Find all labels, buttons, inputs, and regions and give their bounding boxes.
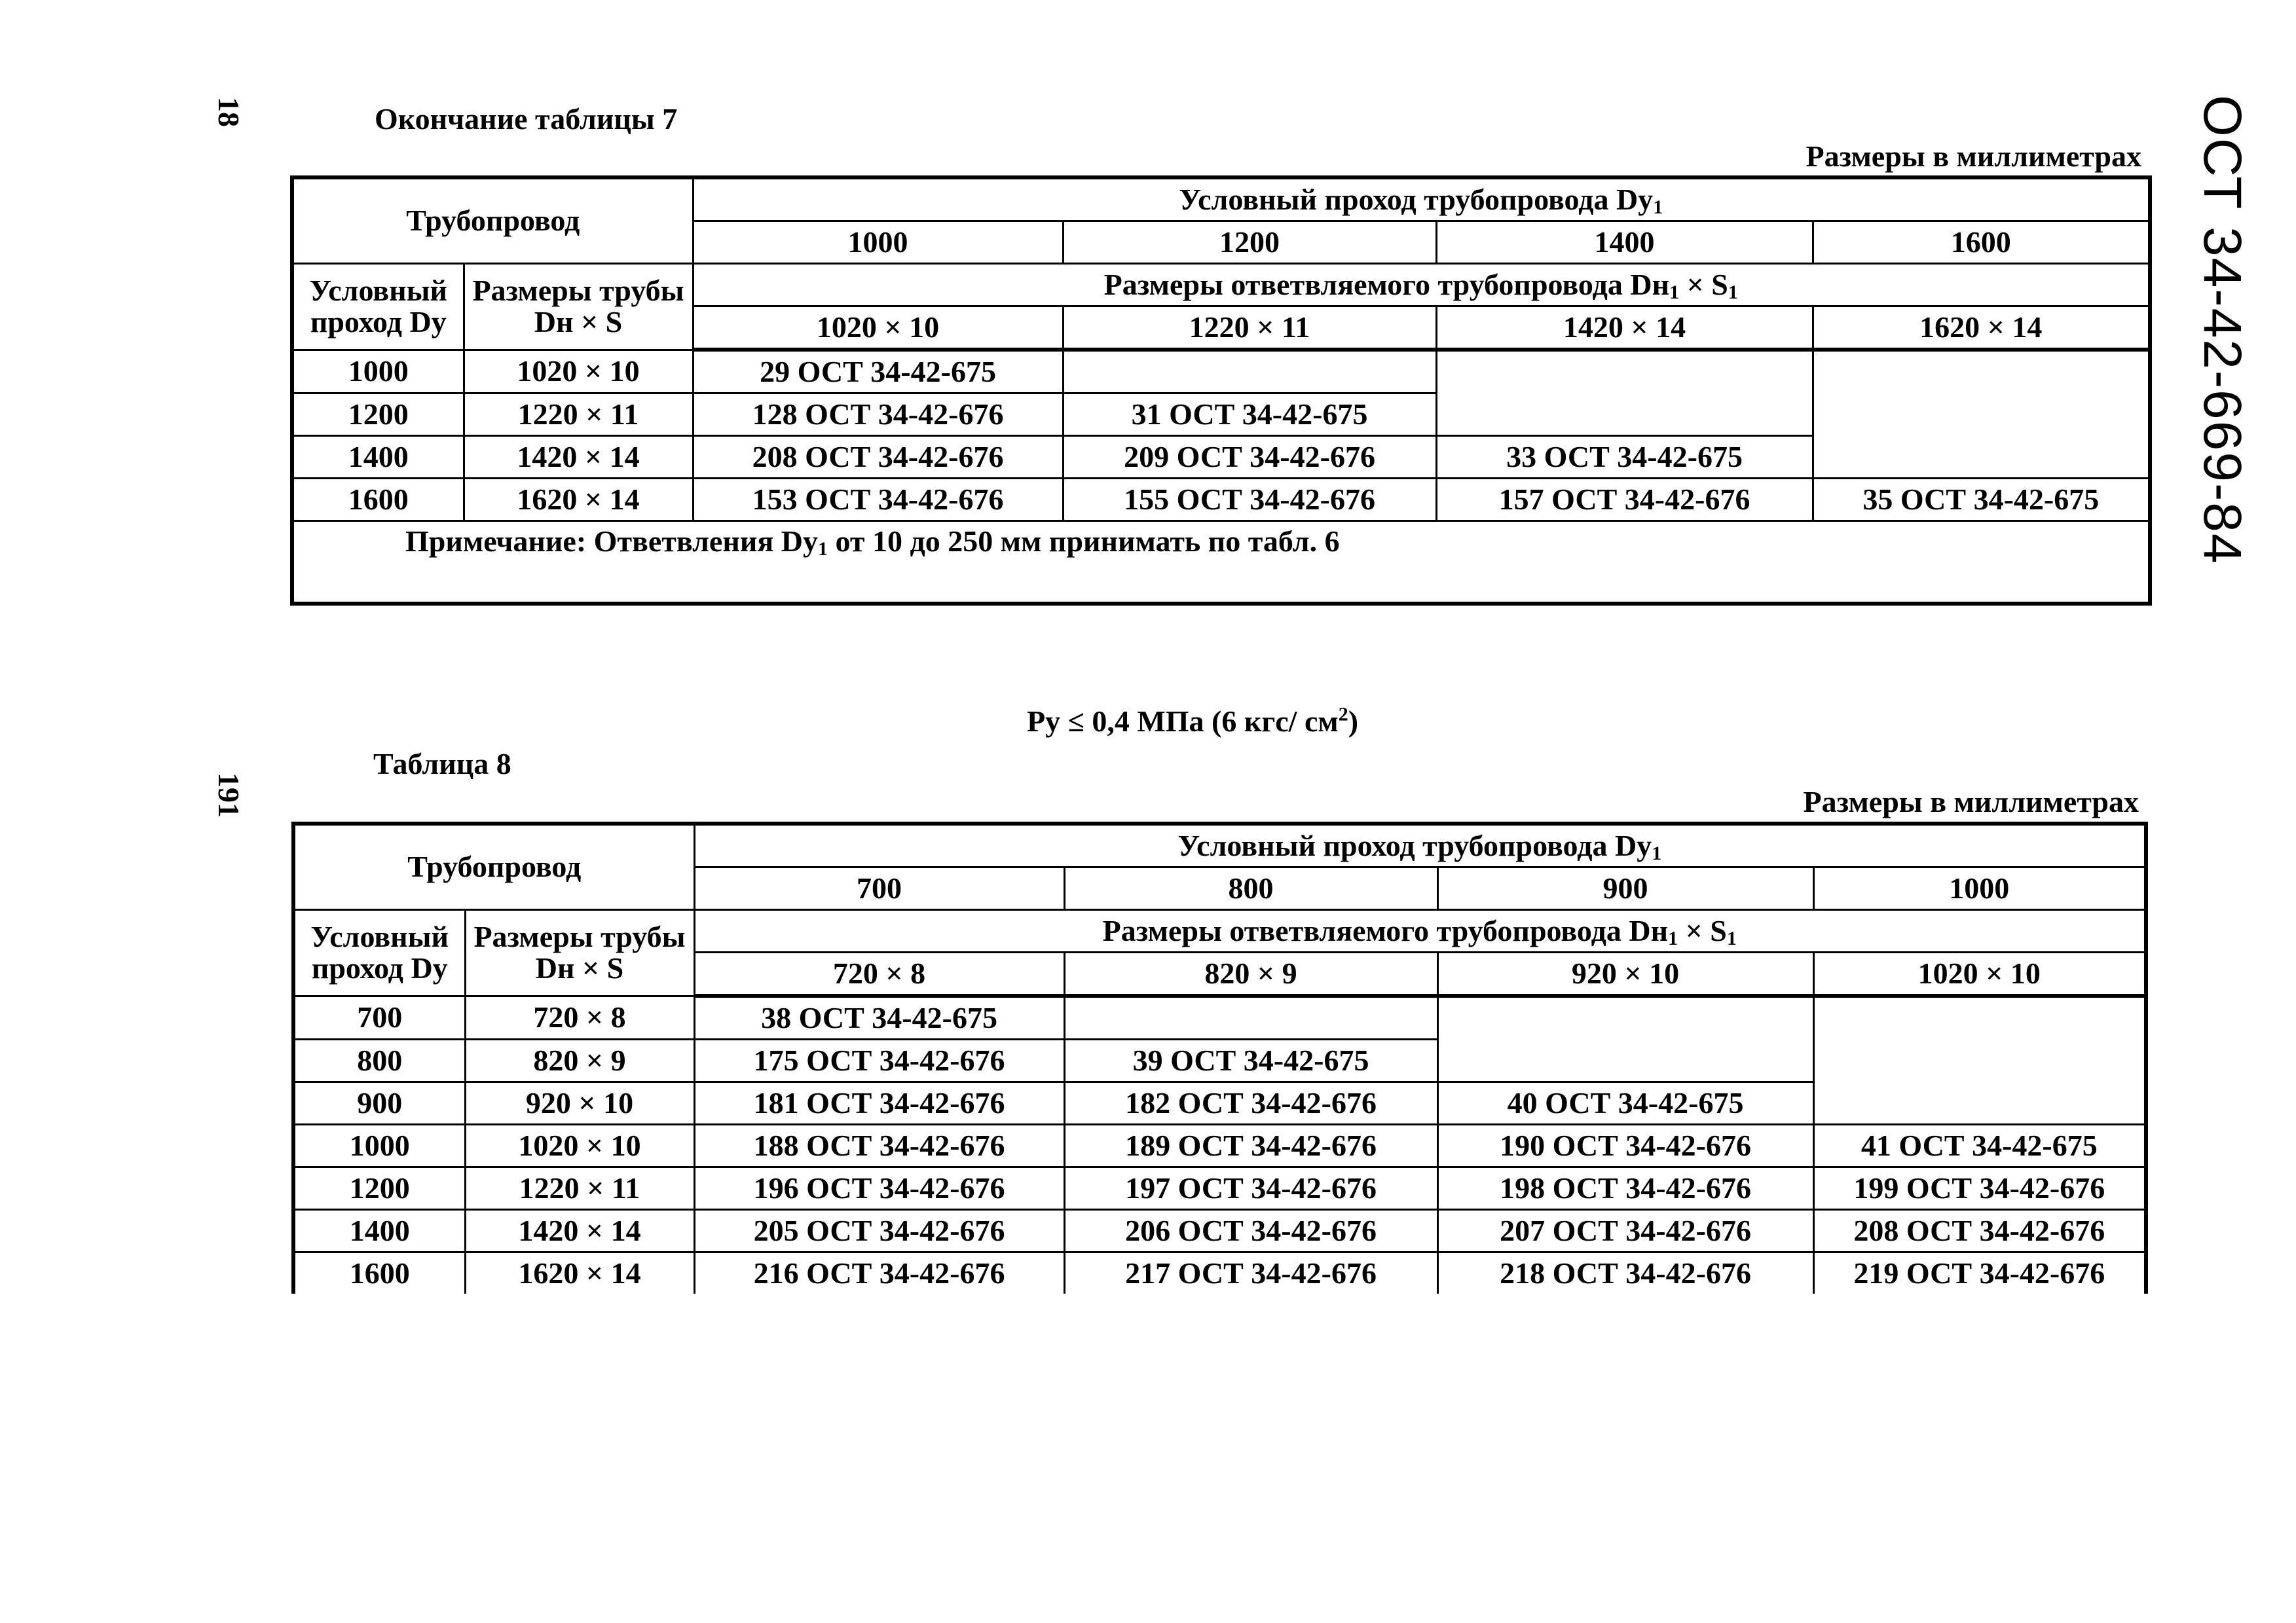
table8-cell-c2	[1064, 996, 1437, 1040]
table8-cell-size: 1420 × 14	[465, 1210, 694, 1252]
table-row	[293, 996, 2146, 1040]
table8-cell-c1: 196 ОСТ 34-42-676	[694, 1167, 1064, 1210]
table7-dy1-col3: 1400	[1436, 221, 1813, 264]
table8-cell-dy: 700	[293, 996, 465, 1040]
table7-dn1-col3: 1420 × 14	[1436, 306, 1813, 350]
table7-header-branch-sizes: Размеры ответвляемого трубопровода $Dн_1 \times S_1$	[693, 264, 2150, 306]
table7-cell-dy: 1000	[292, 350, 464, 393]
table8-cell-c1: 175 ОСТ 34-42-676	[694, 1040, 1064, 1082]
table8-dy1-col1: 700	[694, 867, 1064, 910]
table7-caption: Окончание таблицы 7	[375, 102, 678, 136]
table-row	[293, 1210, 2146, 1252]
table7-cell-size: 1620 × 14	[464, 479, 693, 521]
table7-cell-c2	[1063, 350, 1436, 393]
table7-units-note: Размеры в миллиметрах	[1805, 139, 2141, 173]
table7-dy1-col2: 1200	[1063, 221, 1436, 264]
table7-cell-c1: 128 ОСТ 34-42-676	[693, 393, 1063, 436]
table8-cell-size: 1620 × 14	[465, 1252, 694, 1294]
table-row	[293, 1252, 2146, 1294]
table7-cell-c1: 29 ОСТ 34-42-675	[693, 350, 1063, 393]
table7-cell-c4	[1813, 350, 2150, 479]
table7-header-pipe-size: Размеры трубы Dн × S	[464, 264, 693, 350]
table8-cell-dy: 1000	[293, 1125, 465, 1167]
table8-cell-c4: 219 ОСТ 34-42-676	[1813, 1252, 2146, 1294]
table8-cell-c4	[1813, 996, 2146, 1125]
table7-cell-dy: 1600	[292, 479, 464, 521]
table8-dn1-col3: 920 × 10	[1437, 953, 1813, 996]
table7-cell-c4: 35 ОСТ 34-42-675	[1813, 479, 2150, 521]
table-row	[293, 1125, 2146, 1167]
table8-cell-c2: 206 ОСТ 34-42-676	[1064, 1210, 1437, 1252]
table8-cell-c3: 190 ОСТ 34-42-676	[1437, 1125, 1813, 1167]
table8-cell-c3: 40 ОСТ 34-42-675	[1437, 1082, 1813, 1125]
table8-cell-c1: 216 ОСТ 34-42-676	[694, 1252, 1064, 1294]
table7-cell-c2: 209 ОСТ 34-42-676	[1063, 436, 1436, 479]
table8-cell-size: 820 × 9	[465, 1040, 694, 1082]
table8-dy1-col3: 900	[1437, 867, 1813, 910]
table8-cell-c1: 188 ОСТ 34-42-676	[694, 1125, 1064, 1167]
table7-header-nominal-main: Условный проход трубопровода $Dу_1$	[693, 177, 2150, 221]
table8-dy1-col4: 1000	[1813, 867, 2146, 910]
table7-dn1-col1: 1020 × 10	[693, 306, 1063, 350]
table8	[291, 822, 2148, 1294]
table8-dn1-col4: 1020 × 10	[1813, 953, 2146, 996]
table7	[290, 175, 2152, 606]
table8-cell-c3: 218 ОСТ 34-42-676	[1437, 1252, 1813, 1294]
table7-dy1-col4: 1600	[1813, 221, 2150, 264]
table8-cell-c4: 41 ОСТ 34-42-675	[1813, 1125, 2146, 1167]
table8-cell-c2: 217 ОСТ 34-42-676	[1064, 1252, 1437, 1294]
table8-cell-c1: 181 ОСТ 34-42-676	[694, 1082, 1064, 1125]
table8-cell-c1: 205 ОСТ 34-42-676	[694, 1210, 1064, 1252]
table8-cell-c1: 38 ОСТ 34-42-675	[694, 996, 1064, 1040]
table8-header-branch-sizes: Размеры ответвляемого трубопровода $Dн_1 \times S_1$	[694, 910, 2146, 953]
page-number-top: 18	[212, 97, 246, 127]
document-code: ОСТ 34-42-669-84	[2193, 95, 2252, 565]
table8-dn1-col2: 820 × 9	[1064, 953, 1437, 996]
table-row	[292, 350, 2150, 393]
table7-cell-size: 1220 × 11	[464, 393, 693, 436]
table7-dn1-col4: 1620 × 14	[1813, 306, 2150, 350]
table8-cell-c2: 189 ОСТ 34-42-676	[1064, 1125, 1437, 1167]
table8-cell-c3: 198 ОСТ 34-42-676	[1437, 1167, 1813, 1210]
page-number-bottom: 191	[212, 773, 246, 818]
table7-dy1-col1: 1000	[693, 221, 1063, 264]
table8-cell-size: 1220 × 11	[465, 1167, 694, 1210]
table8-cell-size: 920 × 10	[465, 1082, 694, 1125]
table8-cell-c3: 207 ОСТ 34-42-676	[1437, 1210, 1813, 1252]
table8-cell-c4: 208 ОСТ 34-42-676	[1813, 1210, 2146, 1252]
table7-cell-size: 1420 × 14	[464, 436, 693, 479]
table7-cell-c1: 153 ОСТ 34-42-676	[693, 479, 1063, 521]
table8-header-nominal-dy: Условный проход Dу	[293, 910, 465, 996]
table7-cell-dy: 1200	[292, 393, 464, 436]
table7-cell-c2: 31 ОСТ 34-42-675	[1063, 393, 1436, 436]
table8-cell-dy: 1600	[293, 1252, 465, 1294]
table8-dn1-col1: 720 × 8	[694, 953, 1064, 996]
table8-header-pipe-size: Размеры трубы Dн × S	[465, 910, 694, 996]
table8-cell-dy: 1400	[293, 1210, 465, 1252]
table8-cell-c2: 197 ОСТ 34-42-676	[1064, 1167, 1437, 1210]
table8-cell-size: 1020 × 10	[465, 1125, 694, 1167]
table8-cell-dy: 900	[293, 1082, 465, 1125]
table8-header-pipeline: Трубопровод	[293, 824, 694, 910]
pressure-heading: Pу ≤ 0,4 МПа (6 кгс/ $см^2$)	[1027, 703, 1359, 738]
table8-cell-c2: 182 ОСТ 34-42-676	[1064, 1082, 1437, 1125]
table8-header-nominal-main: Условный проход трубопровода $Dу_1$	[694, 824, 2146, 867]
table8-cell-dy: 1200	[293, 1167, 465, 1210]
table7-cell-size: 1020 × 10	[464, 350, 693, 393]
table8-cell-dy: 800	[293, 1040, 465, 1082]
table7-cell-c1: 208 ОСТ 34-42-676	[693, 436, 1063, 479]
table7-note: Примечание: Ответвления $Dу_1$ от 10 до 250 мм принимать по табл. 6	[292, 521, 2150, 604]
table7-cell-c3: 33 ОСТ 34-42-675	[1436, 436, 1813, 479]
table7-dn1-col2: 1220 × 11	[1063, 306, 1436, 350]
table8-cell-c4: 199 ОСТ 34-42-676	[1813, 1167, 2146, 1210]
table8-cell-c2: 39 ОСТ 34-42-675	[1064, 1040, 1437, 1082]
table8-cell-c3	[1437, 996, 1813, 1082]
table7-cell-c3	[1436, 350, 1813, 436]
table7-header-pipeline: Трубопровод	[292, 177, 693, 264]
table7-header-nominal-dy: Условный проход Dу	[292, 264, 464, 350]
table8-cell-size: 720 × 8	[465, 996, 694, 1040]
table8-dy1-col2: 800	[1064, 867, 1437, 910]
table-row	[292, 479, 2150, 521]
table-row	[293, 1167, 2146, 1210]
table7-cell-c3: 157 ОСТ 34-42-676	[1436, 479, 1813, 521]
table8-caption: Таблица 8	[373, 747, 511, 780]
table7-cell-dy: 1400	[292, 436, 464, 479]
table7-cell-c2: 155 ОСТ 34-42-676	[1063, 479, 1436, 521]
table8-units-note: Размеры в миллиметрах	[1803, 785, 2139, 818]
